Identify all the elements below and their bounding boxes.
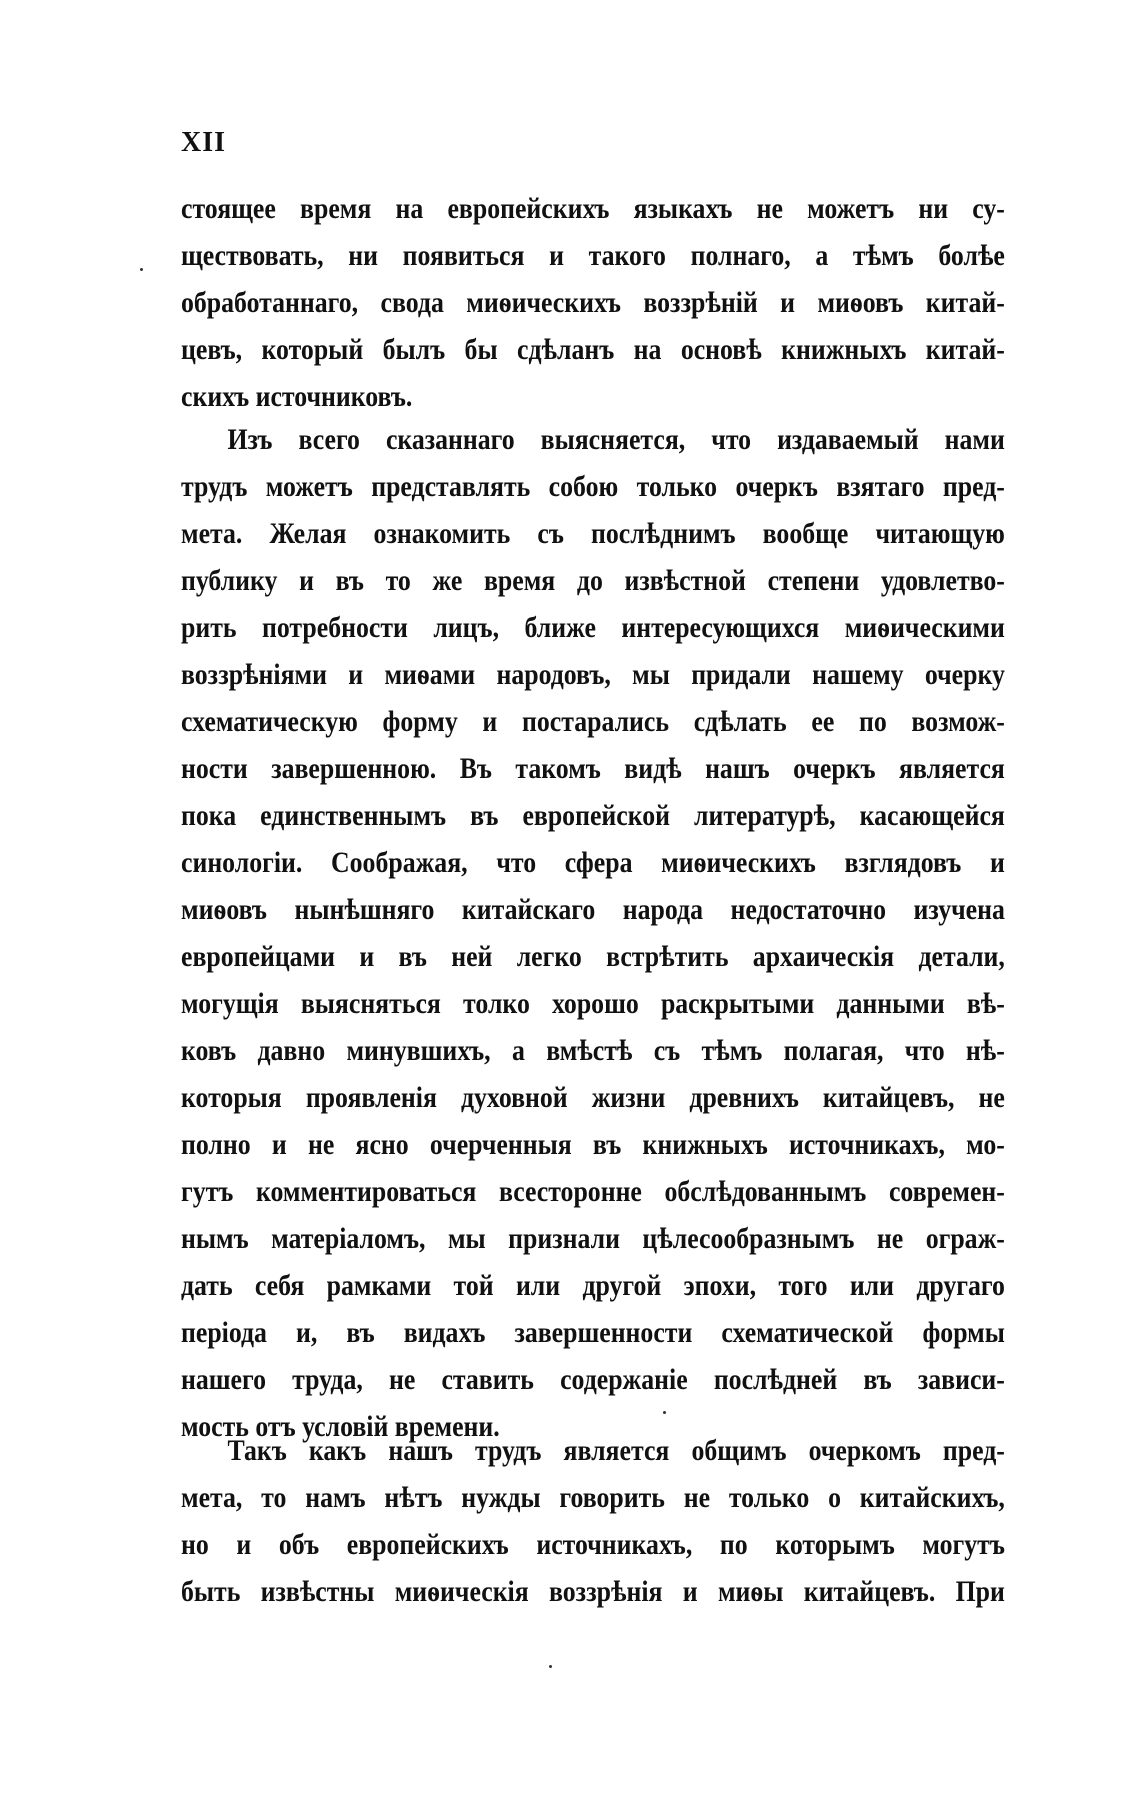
text-line: рить потребности лицъ, ближе интересующихся миѳическими: [181, 611, 1005, 644]
text-line: гутъ комментироваться всесторонне обслѣдованнымъ современ-: [181, 1175, 1005, 1208]
text-line: публику и въ то же время до извѣстной степени удовлетво-: [181, 564, 1005, 597]
text-line: ности завершенною. Въ такомъ видѣ нашъ очеркъ является: [181, 752, 1005, 785]
paragraph-3: [181, 1427, 1005, 1615]
paper-speck: [140, 268, 143, 271]
text-line: могущія выясняться толко хорошо раскрытыми данными вѣ-: [181, 987, 1005, 1020]
paper-speck: [663, 1411, 666, 1414]
text-line: схематическую форму и постарались сдѣлать ее по возмож-: [181, 705, 1005, 738]
text-line: обработаннаго, свода миѳическихъ воззрѣній и миѳовъ китай-: [181, 286, 1005, 319]
text-line: нымъ матеріаломъ, мы признали цѣлесообразнымъ не ограж-: [181, 1222, 1005, 1255]
text-line: быть извѣстны миѳическія воззрѣнія и миѳы китайцевъ. При: [181, 1575, 1005, 1608]
text-line: европейцами и въ ней легко встрѣтить архаическія детали,: [181, 940, 1005, 973]
text-line: ковъ давно минувшихъ, а вмѣстѣ съ тѣмъ полагая, что нѣ-: [181, 1034, 1005, 1067]
text-line: полно и не ясно очерченныя въ книжныхъ источникахъ, мо-: [181, 1128, 1005, 1161]
text-line: трудъ можетъ представлять собою только очеркъ взятаго пред-: [181, 470, 1005, 503]
text-line: стоящее время на европейскихъ языкахъ не можетъ ни су-: [181, 192, 1005, 225]
page-number: XII: [181, 127, 227, 158]
text-line: которыя проявленія духовной жизни древнихъ китайцевъ, не: [181, 1081, 1005, 1114]
text-line: мость отъ условій времени.: [181, 1410, 500, 1443]
paragraph-1: [181, 185, 1005, 420]
text-line: мета, то намъ нѣтъ нужды говорить не только о китайскихъ,: [181, 1481, 1005, 1514]
text-line: миѳовъ нынѣшняго китайскаго народа недостаточно изучена: [181, 893, 1005, 926]
text-line: дать себя рамками той или другой эпохи, того или другаго: [181, 1269, 1005, 1302]
text-line: мета. Желая ознакомить съ послѣднимъ вообще читающую: [181, 517, 1005, 550]
text-line: цевъ, который былъ бы сдѣланъ на основѣ книжныхъ китай-: [181, 333, 1005, 366]
text-line: синологіи. Соображая, что сфера миѳическихъ взглядовъ и: [181, 846, 1005, 879]
text-line: ществовать, ни появиться и такого полнаго, а тѣмъ болѣе: [181, 239, 1005, 272]
text-line: нашего труда, не ставить содержаніе послѣдней въ зависи-: [181, 1363, 1005, 1396]
paper-speck: [549, 1665, 552, 1668]
text-line: періода и, въ видахъ завершенности схематической формы: [181, 1316, 1005, 1349]
text-line: пока единственнымъ въ европейской литературѣ, касающейся: [181, 799, 1005, 832]
text-line: Такъ какъ нашъ трудъ является общимъ очеркомъ пред-: [227, 1434, 1005, 1467]
text-line: Изъ всего сказаннаго выясняется, что издаваемый нами: [227, 423, 1005, 456]
paragraph-2: [181, 416, 1005, 1450]
text-line: скихъ источниковъ.: [181, 380, 413, 413]
text-line: но и объ европейскихъ источникахъ, по которымъ могутъ: [181, 1528, 1005, 1561]
text-line: воззрѣніями и миѳами народовъ, мы придали нашему очерку: [181, 658, 1005, 691]
